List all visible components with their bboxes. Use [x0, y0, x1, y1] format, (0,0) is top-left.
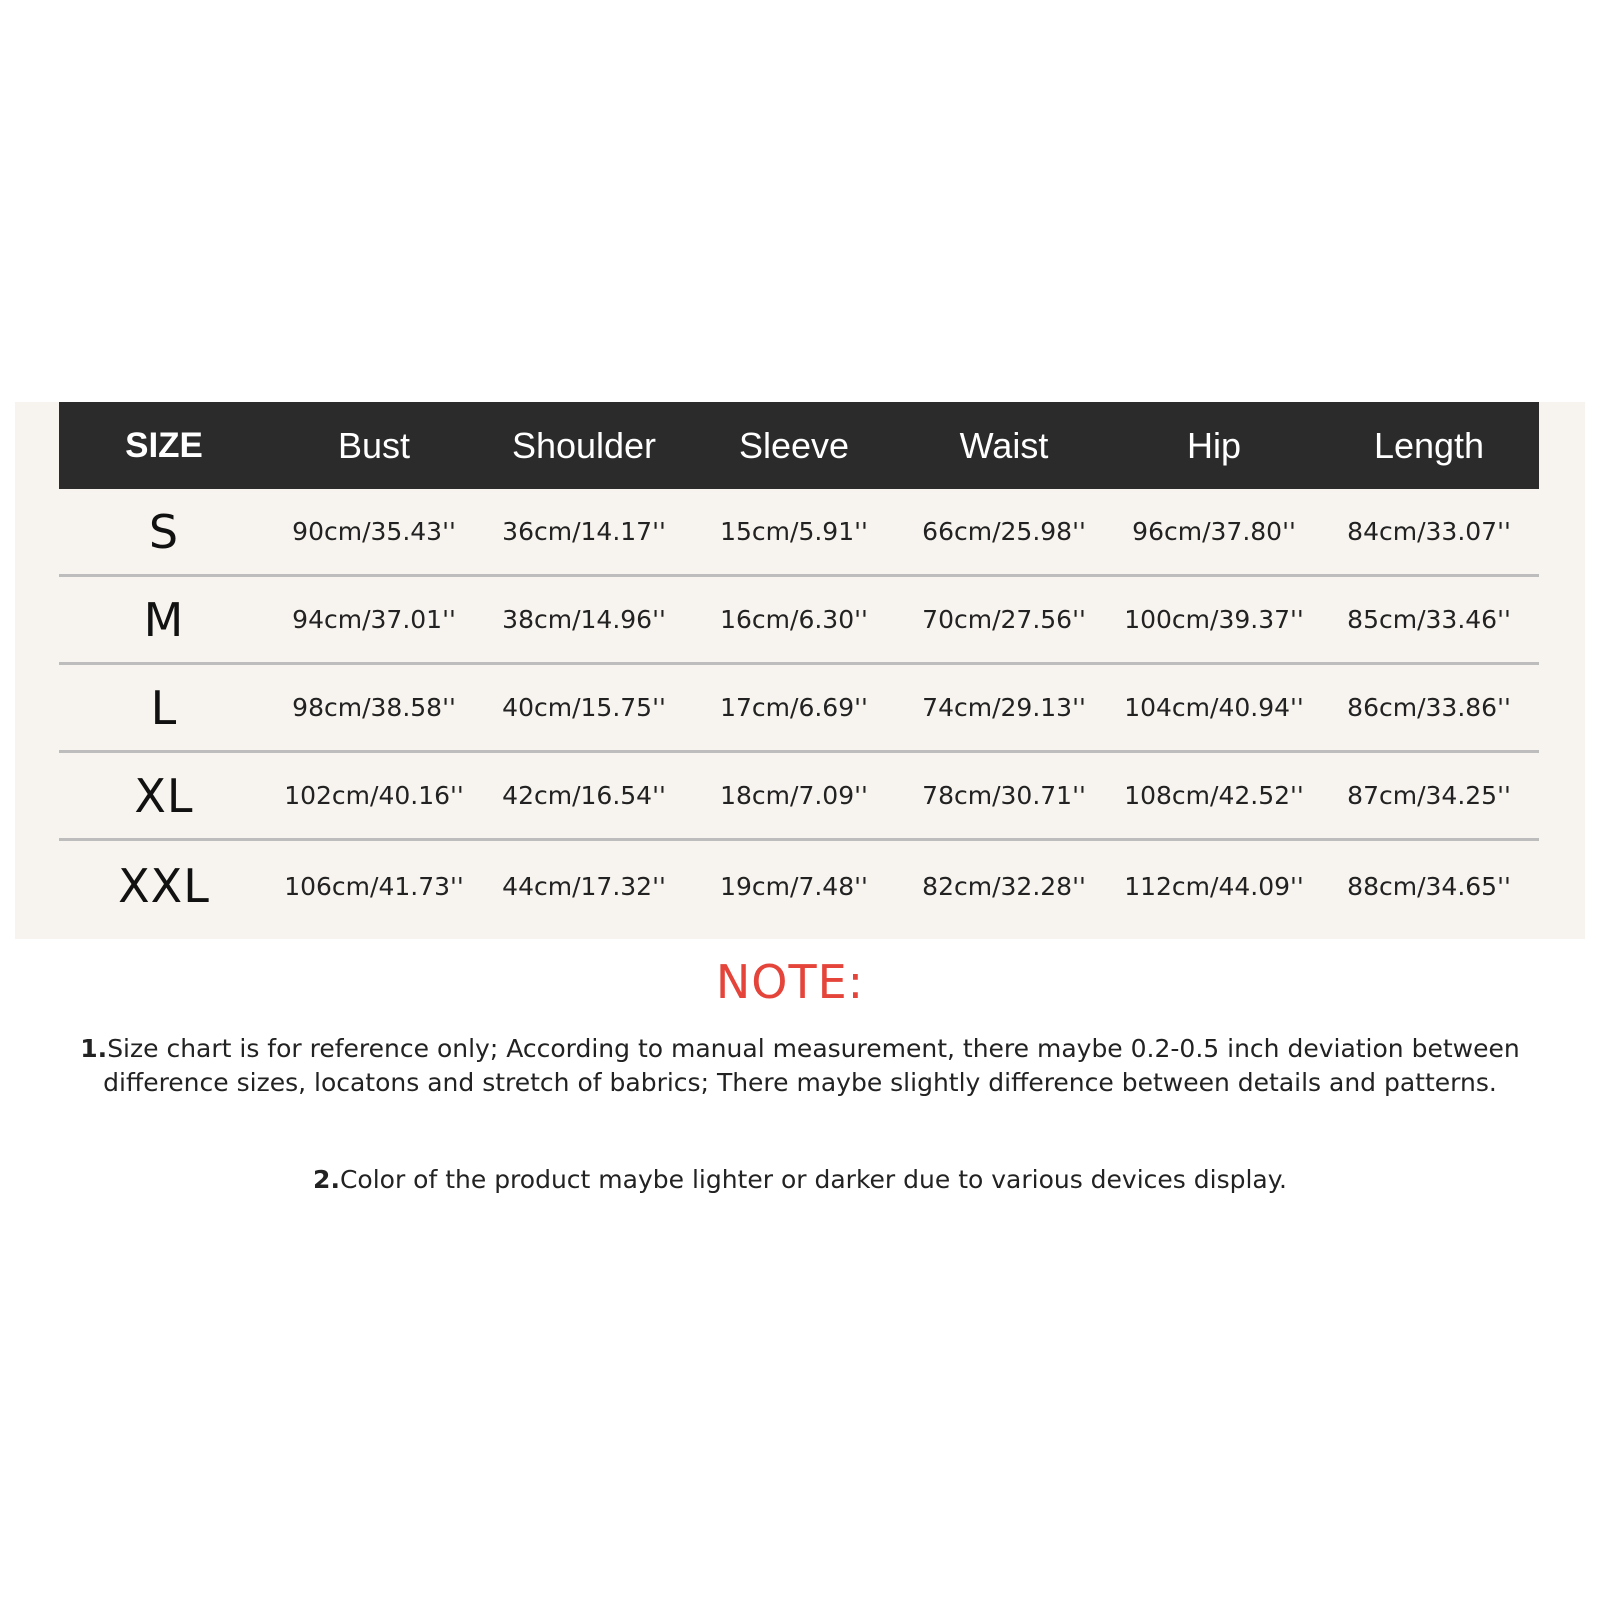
sleeve-value: 15cm/5.91''	[720, 517, 868, 546]
shoulder-value: 44cm/17.32''	[502, 871, 666, 901]
bust-value: 90cm/35.43''	[292, 517, 456, 546]
note-item-2	[60, 1163, 1540, 1197]
header-length: Length	[1373, 425, 1485, 466]
waist-value: 78cm/30.71''	[922, 781, 1086, 810]
bust-value: 94cm/37.01''	[292, 605, 456, 634]
length-value: 88cm/34.65''	[1347, 871, 1511, 901]
waist-value: 74cm/29.13''	[922, 693, 1086, 722]
table-row-xxl	[59, 841, 1539, 931]
table-row-l	[59, 665, 1539, 753]
table-header-row	[59, 402, 1539, 489]
note-item-1-number: 1.	[80, 1034, 108, 1063]
length-value: 86cm/33.86''	[1347, 693, 1511, 722]
header-size: SIZE	[125, 426, 203, 465]
hip-value: 104cm/40.94''	[1124, 693, 1304, 722]
bust-value: 106cm/41.73''	[284, 871, 464, 901]
hip-value: 96cm/37.80''	[1132, 517, 1296, 546]
waist-value: 70cm/27.56''	[922, 605, 1086, 634]
header-waist: Waist	[959, 425, 1049, 466]
note-item-1	[60, 1032, 1540, 1100]
size-label: S	[148, 504, 180, 559]
size-table-panel	[15, 402, 1585, 939]
waist-value: 82cm/32.28''	[922, 871, 1086, 901]
sleeve-value: 19cm/7.48''	[720, 871, 868, 901]
note-item-2-number: 2.	[313, 1165, 340, 1194]
length-value: 87cm/34.25''	[1347, 781, 1511, 810]
header-sleeve: Sleeve	[738, 425, 850, 466]
hip-value: 112cm/44.09''	[1124, 871, 1304, 901]
sleeve-value: 18cm/7.09''	[720, 781, 868, 810]
note-title: NOTE:	[715, 955, 865, 1009]
shoulder-value: 38cm/14.96''	[502, 605, 666, 634]
table-row-xl	[59, 753, 1539, 841]
note-item-1-text: Size chart is for reference only; According to manual measurement, there maybe 0.2-0.5 inch deviation between difference sizes, locatons and stretch of babrics; There maybe slightly difference between details and patterns.	[103, 1034, 1520, 1097]
size-label: XL	[134, 768, 194, 823]
header-shoulder: Shoulder	[511, 425, 657, 466]
length-value: 84cm/33.07''	[1347, 517, 1511, 546]
sleeve-value: 17cm/6.69''	[720, 693, 868, 722]
header-hip: Hip	[1186, 425, 1242, 466]
size-label: L	[150, 680, 178, 735]
table-row-s	[59, 489, 1539, 577]
size-table	[59, 402, 1539, 931]
waist-value: 66cm/25.98''	[922, 517, 1086, 546]
hip-value: 100cm/39.37''	[1124, 605, 1304, 634]
note-item-2-text: Color of the product maybe lighter or darker due to various devices display.	[339, 1165, 1287, 1194]
shoulder-value: 36cm/14.17''	[502, 517, 666, 546]
size-label: M	[143, 592, 185, 647]
hip-value: 108cm/42.52''	[1124, 781, 1304, 810]
bust-value: 98cm/38.58''	[292, 693, 456, 722]
header-bust: Bust	[337, 425, 411, 466]
size-label: XXL	[118, 859, 210, 913]
shoulder-value: 40cm/15.75''	[502, 693, 666, 722]
sleeve-value: 16cm/6.30''	[720, 605, 868, 634]
table-row-m	[59, 577, 1539, 665]
length-value: 85cm/33.46''	[1347, 605, 1511, 634]
bust-value: 102cm/40.16''	[284, 781, 464, 810]
shoulder-value: 42cm/16.54''	[502, 781, 666, 810]
